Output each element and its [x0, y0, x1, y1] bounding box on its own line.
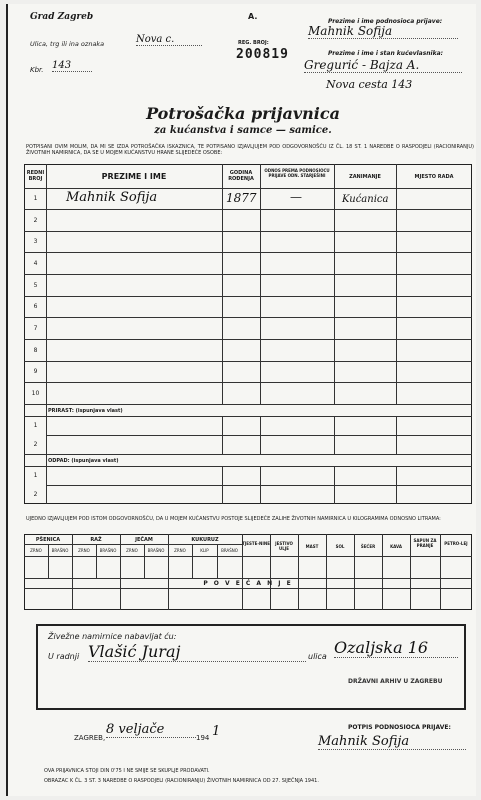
row-no: 7 [33, 325, 38, 332]
form-subtitle: za kućanstva i samce — samice. [154, 125, 332, 136]
shop-label: U radnji [48, 652, 80, 661]
stock-group-barley: JEČAM [135, 537, 153, 543]
row-no: 6 [33, 303, 38, 310]
owner-value-1: Gregurić - Bajza A. [304, 58, 462, 73]
stock-sub: ZRNO [78, 548, 90, 553]
col-header-occupation: ZANIMANJE [349, 174, 381, 180]
signature-label: POTPIS PODNOSIOCA PRIJAVE: [348, 724, 451, 731]
stock-sub: BRAŠNO [51, 548, 69, 553]
stock-other: JESTIVO ULJE [275, 541, 293, 551]
stock-sub: KLIP [200, 548, 209, 553]
col-header-no: REDNI BROJ [26, 170, 45, 182]
row-no: 2 [33, 217, 38, 224]
departure-row-no: 2 [33, 491, 38, 498]
supplier-label: Živežne namirnice nabavljat ću: [48, 632, 177, 641]
arrival-row-no: 1 [33, 422, 38, 429]
stock-group-wheat: PŠENICA [35, 537, 61, 543]
reg-number: 200819 [236, 47, 289, 62]
person-occupation: Kućanica [342, 194, 389, 205]
year-prefix: 194 [196, 734, 210, 742]
archive-stamp: DRŽAVNI ARHIV U ZAGREBU [348, 678, 443, 685]
owner-value-2: Nova cesta 143 [326, 78, 413, 91]
stock-sub: BRAŠNO [147, 548, 165, 553]
stock-increase-label: P O V E Ć A N J E [203, 580, 293, 587]
applicant-label: Prezime i ime podnosioca prijave: [328, 18, 443, 25]
row-no: 10 [31, 390, 40, 397]
form-title: Potrošačka prijavnica [146, 104, 340, 123]
reg-label: REG. BROJ: [238, 40, 269, 46]
stock-other: KAVA [390, 544, 402, 549]
col-header-year: GODINA ROĐENJA [228, 170, 254, 182]
stock-group-rye: RAŽ [90, 537, 102, 543]
persons-table [24, 164, 472, 504]
row-no: 3 [33, 238, 38, 245]
row-no: 8 [33, 347, 38, 354]
row-no: 4 [33, 260, 38, 267]
stock-sub: ZRNO [30, 548, 42, 553]
row-no: 9 [33, 368, 38, 375]
declaration-text: POTPISANI OVIM MOLIM, DA MI SE IZDA POTROŠAČKA ISKAZNICA, TE POTPISANO IZJAVLJUJEM POD ODGOVORNOŠĆU IZ ČL. 18 ST. 1 NAREDBE O RASPODJELI (RACIONIRANJU) ŽIVOTNIH NAMIRNICA, DA SE U MOJEM KUĆANSTVU HRANE SLIJEDEĆE OSOBE: [26, 144, 474, 156]
stock-other: SAPUN ZA PRANJE [413, 538, 437, 548]
year-suffix: 1 [212, 724, 221, 739]
stock-other: PETRO-LEJ [444, 541, 468, 546]
col-header-name: PREZIME I IME [101, 172, 167, 181]
form-letter: A. [248, 12, 258, 21]
city-label: Grad Zagreb [30, 12, 94, 22]
date-value: 8 veljače [106, 722, 196, 738]
departure-row-no: 1 [33, 472, 38, 479]
stock-sub: ZRNO [174, 548, 186, 553]
person-name: Mahnik Sofija [66, 190, 158, 205]
stock-sub: ZRNO [126, 548, 138, 553]
arrival-label: PRIRAST: (ispunjava vlast) [48, 408, 123, 414]
number-label: Kbr. [30, 66, 44, 74]
place-label: ZAGREB, [74, 734, 106, 742]
person-relation: — [290, 190, 302, 204]
row-no: 5 [33, 282, 38, 289]
stock-group-corn: KUKURUZ [191, 537, 219, 543]
col-header-relation: ODNOS PREMA PODNOSIOCU PRIJAVE ODN. STARJEŠINI [264, 168, 330, 178]
supplier-street-value: Ozaljska 16 [334, 638, 458, 658]
stock-other: MAST [305, 544, 319, 549]
stock-other: TJESTE-NINE [242, 541, 270, 546]
stock-sub: BRAŠNO [221, 548, 238, 553]
shop-value: Vlašić Juraj [88, 642, 306, 662]
price-note: OVA PRIJAVNICA STOJI DIN 0'75 I NE SMIJE SE SKUPLJE PRODAVATI. [44, 768, 210, 774]
number-value: 143 [52, 60, 92, 72]
stock-sub: BRAŠNO [99, 548, 117, 553]
owner-label: Prezime i ime i stan kućevlasnika: [328, 50, 444, 57]
applicant-value: Mahnik Sofija [308, 24, 458, 39]
supplier-street-label: ulica [308, 652, 327, 661]
form-page [6, 4, 476, 796]
departure-label: ODPAD: (ispunjava vlast) [48, 458, 119, 464]
row-no: 1 [33, 195, 38, 202]
arrival-row-no: 2 [33, 441, 38, 448]
street-label: Ulica, trg ili ina oznaka [30, 40, 105, 48]
stock-other: ŠEĆER [360, 544, 376, 549]
person-year: 1877 [226, 191, 257, 205]
signature-value: Mahnik Sofija [318, 734, 466, 750]
stock-declaration: UJEDNO IZJAVLJUJEM POD ISTOM ODGOVORNOŠĆU, DA U MOJEM KUĆANSTVU POSTOJE SLIJEDEĆE ZALIHE ŽIVOTNIH NAMIRNICA U KILOGRAMIMA ODNOSNO LITRAMA: [26, 516, 441, 522]
street-value: Nova c. [136, 34, 202, 46]
stock-other: SOL [335, 544, 345, 549]
col-header-workplace: MJESTO RADA [414, 174, 454, 180]
regulation-note: OBRAZAC K ČL. 3 ST. 3 NAREDBE O RASPODJELI (RACIONIRANJU) ŽIVOTNIH NAMIRNICA OD 27. SIJEČNJA 1941. [44, 778, 319, 784]
